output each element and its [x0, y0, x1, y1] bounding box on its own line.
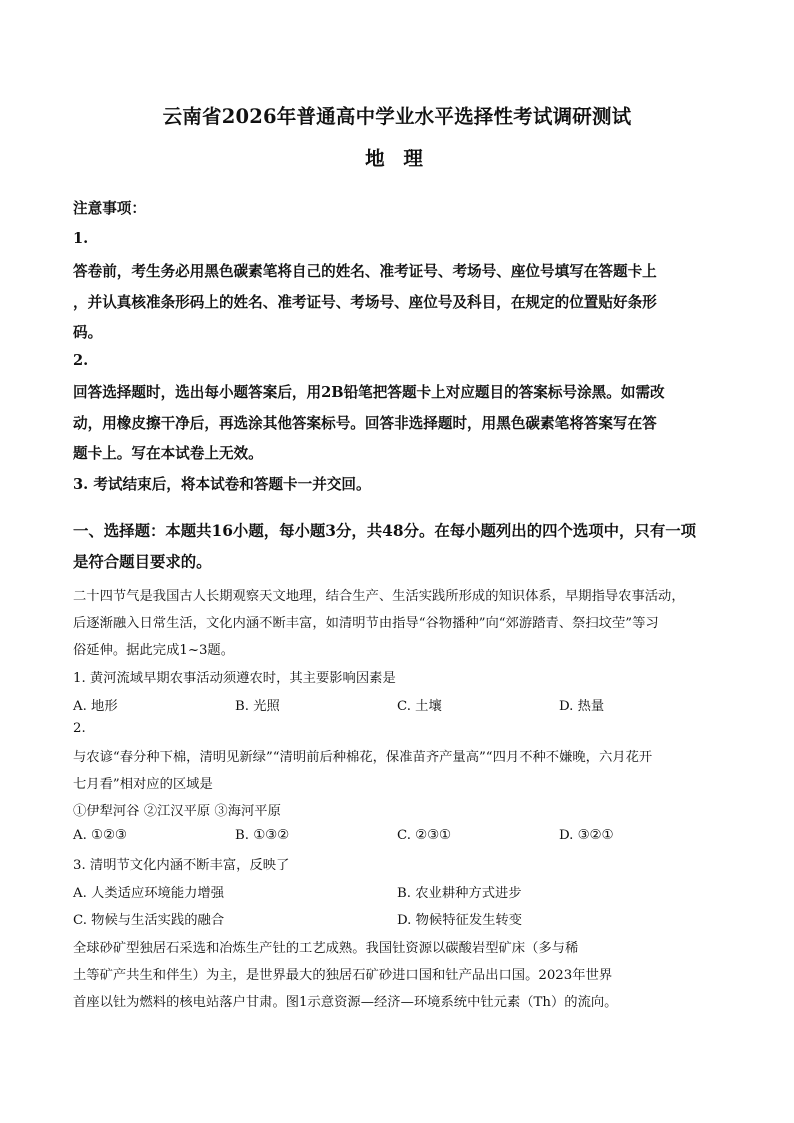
notice-item-1-line: ，并认真核准条形码上的姓名、准考证号、考场号、座位号及科目，在规定的位置贴好条形: [73, 294, 657, 311]
notice-item-1-number: 1.: [73, 230, 89, 247]
notice-item-3: 3. 考试结束后，将本试卷和答题卡一并交回。: [73, 476, 371, 493]
q2-option-d: D. ③②①: [559, 828, 614, 843]
exam-title: 云南省2026年普通高中学业水平选择性考试调研测试: [162, 105, 632, 128]
q1-option-d: D. 热量: [559, 699, 605, 714]
notice-item-1-line: 码。: [73, 324, 103, 341]
q1-option-a: A. 地形: [73, 699, 118, 714]
passage-line: 后逐渐融入日常生活，文化内涵不断丰富，如清明节由指导“谷物播种”向“郊游踏青、祭扫坟茔”等习: [73, 616, 659, 631]
notice-item-2-line: 动，用橡皮擦干净后，再选涂其他答案标号。回答非选择题时，用黑色碳素笔将答案写在答: [73, 415, 657, 432]
question-1-stem: 1. 黄河流域早期农事活动须遵农时，其主要影响因素是: [73, 671, 396, 686]
passage-line: 全球砂矿型独居石采选和冶炼生产钍的工艺成熟。我国钍资源以碳酸岩型矿床（多与稀: [73, 941, 579, 956]
question-2-stem-line: 与农谚“春分种下棉，清明见新绿”“清明前后种棉花，保准苗齐产量高”“四月不种不嫌晚，六月花开: [73, 750, 653, 765]
q2-option-a: A. ①②③: [73, 828, 127, 843]
q1-option-c: C. 土壤: [397, 699, 442, 714]
notice-item-1-line: 答卷前，考生务必用黑色碳素笔将自己的姓名、准考证号、考场号、座位号填写在答题卡上: [73, 263, 657, 280]
passage-line: 首座以钍为燃料的核电站落户甘肃。图1示意资源—经济—环境系统中钍元素（Th）的流向。: [73, 995, 618, 1010]
subject-title: 地 理: [365, 147, 429, 170]
notice-heading: 注意事项：: [73, 200, 146, 217]
q3-option-c: C. 物候与生活实践的融合: [73, 913, 225, 928]
q2-option-c: C. ②③①: [397, 828, 451, 843]
q1-option-b: B. 光照: [235, 699, 280, 714]
question-2-number: 2.: [73, 721, 86, 736]
q3-option-b: B. 农业耕种方式进步: [397, 886, 522, 901]
question-2-regions: ①伊犁河谷 ②江汉平原 ③海河平原: [73, 804, 281, 819]
passage-line: 二十四节气是我国古人长期观察天文地理，结合生产、生活实践所形成的知识体系，早期指导农事活动，: [73, 589, 685, 604]
question-2-stem-line: 七月看”相对应的区域是: [73, 777, 213, 792]
q3-option-d: D. 物候特征发生转变: [397, 913, 523, 928]
passage-line: 俗延伸。据此完成1~3题。: [73, 643, 235, 658]
section-heading-line: 一、选择题：本题共16小题，每小题3分，共48分。在每小题列出的四个选项中，只有一项: [73, 522, 696, 540]
question-3-stem: 3. 清明节文化内涵不断丰富，反映了: [73, 858, 290, 873]
notice-item-2-line: 题卡上。写在本试卷上无效。: [73, 445, 263, 462]
notice-item-2-line: 回答选择题时，选出每小题答案后，用2B铅笔把答题卡上对应题目的答案标号涂黑。如需改: [73, 384, 665, 401]
section-heading-line: 是符合题目要求的。: [73, 553, 212, 571]
notice-item-2-number: 2.: [73, 352, 89, 369]
passage-line: 土等矿产共生和伴生）为主，是世界最大的独居石矿砂进口国和钍产品出口国。2023年世界: [73, 968, 613, 983]
q3-option-a: A. 人类适应环境能力增强: [73, 886, 225, 901]
q2-option-b: B. ①③②: [235, 828, 289, 843]
